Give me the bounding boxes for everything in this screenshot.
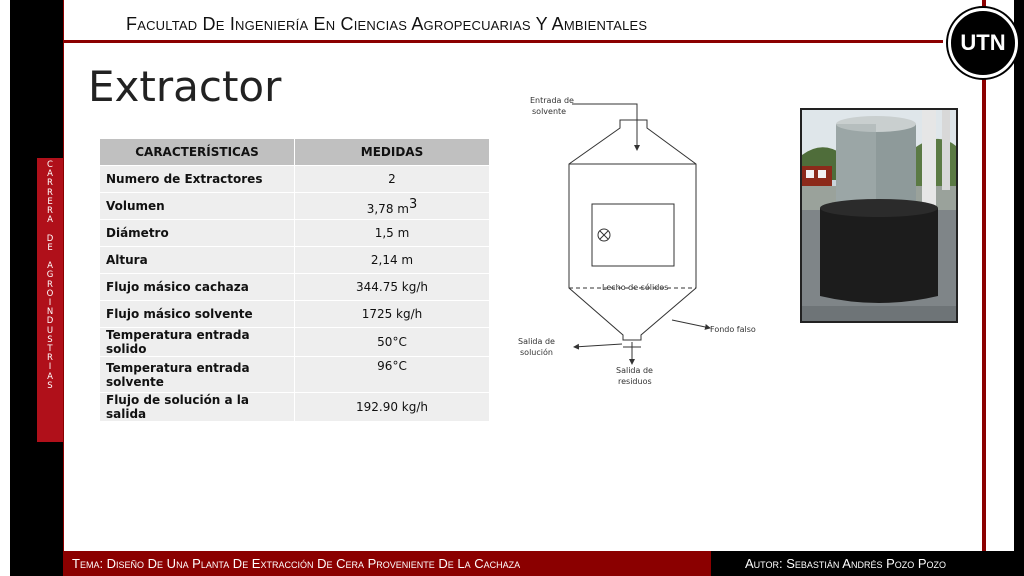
side-tab-letter: A — [47, 261, 53, 272]
row-label: Volumen — [100, 193, 295, 220]
header-title: Facultad De Ingeniería En Ciencias Agropecuarias Y Ambientales — [126, 14, 648, 34]
row-value: 50°C — [295, 328, 490, 357]
header-divider — [63, 40, 943, 43]
footer-topic: Tema: Diseño De Una Planta De Extracción De Cera Proveniente De La Cachaza — [72, 556, 521, 571]
table-header-row — [100, 139, 490, 166]
table-row — [100, 301, 490, 328]
table-row — [100, 220, 490, 247]
right-red-line — [982, 0, 986, 576]
side-tab-letter: D — [46, 233, 54, 244]
extractor-diagram — [512, 92, 772, 392]
side-tab-letter: G — [46, 270, 54, 281]
table-row — [100, 274, 490, 301]
row-value: 1,5 m — [295, 220, 490, 247]
side-tab-letter: A — [47, 215, 53, 226]
side-tab-letter: R — [47, 279, 53, 290]
left-white-band — [0, 0, 8, 576]
side-tab-letter: A — [47, 371, 53, 382]
row-value: 344.75 kg/h — [295, 274, 490, 301]
side-tab-letter: I — [48, 298, 52, 309]
residue-outlet-label-2: residuos — [618, 377, 652, 386]
row-label: Flujo másico solvente — [100, 301, 295, 328]
side-tab-letter: E — [47, 196, 53, 207]
side-tab-letter: A — [47, 169, 53, 180]
row-value: 1725 kg/h — [295, 301, 490, 328]
right-black-band — [1014, 0, 1024, 576]
utn-logo — [948, 8, 1018, 78]
header-measures: MEDIDAS — [295, 139, 490, 166]
side-tab-letter: S — [47, 334, 53, 345]
flow-arrows — [572, 104, 710, 364]
residue-outlet-label-1: Salida de — [616, 366, 653, 375]
row-label: Temperatura entrada solido — [100, 328, 295, 357]
side-tab-letter: S — [47, 380, 53, 391]
inlet-label-2: solvente — [532, 107, 567, 116]
false-bottom-label: Fondo falso — [710, 325, 756, 334]
footer-author: Autor: Sebastián Andrés Pozo Pozo — [745, 556, 947, 571]
table-row — [100, 193, 490, 220]
row-label: Altura — [100, 247, 295, 274]
side-tab-letter: C — [47, 160, 53, 170]
row-label: Diámetro — [100, 220, 295, 247]
specs-table — [99, 138, 490, 422]
side-tab-letter: T — [47, 344, 53, 355]
left-red-line — [63, 0, 64, 576]
bed-label: Lecho de sólidos — [602, 283, 669, 292]
vessel-outline — [569, 120, 696, 347]
row-label: Numero de Extractores — [100, 166, 295, 193]
table-row — [100, 166, 490, 193]
inlet-label-1: Entrada de — [530, 96, 574, 105]
row-label: Temperatura entrada solvente — [100, 357, 295, 393]
volume-value: 3,78 m — [366, 201, 409, 216]
row-label: Flujo de solución a la salida — [100, 393, 295, 422]
page-title: Extractor — [88, 62, 282, 111]
extractor-render-image — [800, 108, 958, 323]
row-value: 96°C — [295, 357, 490, 393]
side-tab-letter: R — [47, 206, 53, 217]
side-tab-letter: R — [47, 353, 53, 364]
volume-exponent: 3 — [408, 196, 418, 212]
side-tab-letter: R — [47, 187, 53, 198]
table-row — [100, 393, 490, 422]
row-value — [295, 193, 490, 220]
side-tab-letter: O — [46, 288, 54, 299]
solution-outlet-label-2: solución — [520, 348, 553, 357]
row-label: Flujo másico cachaza — [100, 274, 295, 301]
logo-text: UTN — [960, 30, 1006, 55]
career-side-tab — [37, 158, 63, 442]
side-tab-letter: N — [46, 307, 54, 318]
table-row — [100, 357, 490, 393]
side-tab-letter: I — [48, 362, 52, 373]
side-tab-letter: D — [46, 316, 54, 327]
side-tab-letter: E — [47, 242, 53, 253]
solution-outlet-label-1: Salida de — [518, 337, 555, 346]
row-value: 2 — [295, 166, 490, 193]
side-tab-letter: R — [47, 178, 53, 189]
side-tab-letter: U — [46, 325, 54, 336]
table-row — [100, 247, 490, 274]
header-characteristics: CARACTERÍSTICAS — [100, 139, 295, 166]
table-row — [100, 328, 490, 357]
row-value: 192.90 kg/h — [295, 393, 490, 422]
row-value: 2,14 m — [295, 247, 490, 274]
